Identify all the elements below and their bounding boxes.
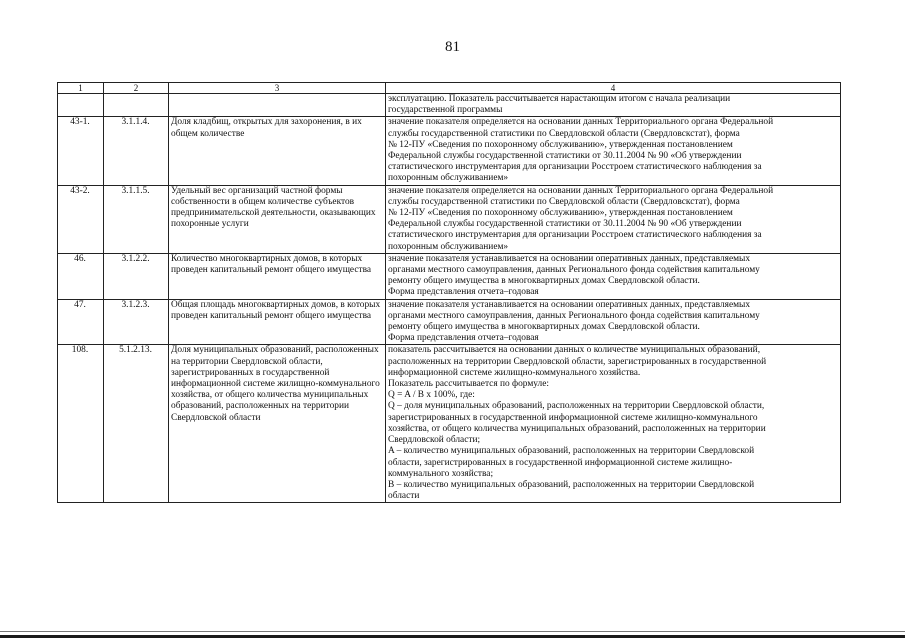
method-text-line: зарегистрированных в государственной информационной системе жилищно-коммунального [388,412,758,423]
calculation-method-cell [386,299,841,345]
method-text-line: Федеральной службы государственной статистики от 30.11.2004 № 90 «Об утверждении [388,219,742,230]
method-text-line: показатель рассчитывается на основании данных о количестве муниципальных образований, [388,345,761,356]
table-row [58,299,841,345]
indicator-name-cell: Общая площадь многоквартирных домов, в которых проведен капитальный ремонт общего имущества [169,299,386,345]
indicator-code-cell: 3.1.1.5. [104,185,169,253]
method-text-line: статистического инструментария для организации Росстроем статистического наблюдения за [388,162,762,173]
method-text-line: похоронным обслуживанием» [388,173,509,184]
table-body [58,94,841,503]
row-number-cell: 43-2. [58,185,104,253]
table-header [58,83,841,94]
indicator-code-cell [104,94,169,117]
indicators-table [57,82,841,503]
method-text-line: службы государственной статистики по Свердловской области (Свердловскстат), форма [388,128,740,139]
method-text-line: государственной программы [388,105,503,116]
method-text-line: A – количество муниципальных образований, расположенных на территории Свердловской [388,446,755,457]
method-text-line: значение показателя устанавливается на основании оперативных данных, представляемых [388,299,751,310]
method-text-line: информационной системе жилищно-коммунального хозяйства. [388,367,641,378]
column-header-2: 2 [104,83,169,94]
indicator-code-cell: 3.1.2.2. [104,253,169,299]
method-text-line: Показатель рассчитывается по формуле: [388,379,549,390]
method-text-line: значение показателя определяется на основании данных Территориального органа Федеральной [388,185,774,196]
calculation-method-cell [386,185,841,253]
scan-edge-line [0,635,905,638]
row-number-cell: 43-1. [58,117,104,185]
row-number-cell: 108. [58,345,104,503]
page-number: 81 [445,39,460,55]
method-text-line: коммунального хозяйства; [388,468,494,479]
method-text-line: области [388,491,420,502]
indicator-code-cell: 3.1.2.3. [104,299,169,345]
indicator-name-cell: Доля муниципальных образований, расположенных на территории Свердловской области, зарегистрированных в государственной информационной системе жилищно-коммунального хозяйства, от общего количества муниципальных образований, расположенных на территории Свердловской области [169,345,386,503]
method-text-line: значение показателя устанавливается на основании оперативных данных, представляемых [388,253,751,264]
indicator-name-cell: Количество многоквартирных домов, в которых проведен капитальный ремонт общего имущества [169,253,386,299]
table-row [58,185,841,253]
method-text-line: органами местного самоуправления, данных Регионального фонда содействия капитальному [388,265,760,276]
column-header-3: 3 [169,83,386,94]
scan-bottom-edge [0,627,905,640]
column-header-1: 1 [58,83,104,94]
method-text-line: органами местного самоуправления, данных Регионального фонда содействия капитальному [388,310,760,321]
calculation-method-cell [386,253,841,299]
method-text-line: Форма представления отчета–годовая [388,287,539,298]
calculation-method-cell [386,345,841,503]
method-text-line: эксплуатацию. Показатель рассчитывается нарастающим итогом с начала реализации [388,94,731,104]
method-text-line: Свердловской области; [388,435,481,446]
column-header-4: 4 [386,83,841,94]
method-text-line: области, зарегистрированных в государственной информационной системе жилищно- [388,457,733,468]
indicator-name-cell: Доля кладбищ, открытых для захоронения, в их общем количестве [169,117,386,185]
method-text-line: Федеральной службы государственной статистики от 30.11.2004 № 90 «Об утверждении [388,151,742,162]
row-number-cell: 47. [58,299,104,345]
method-text-line: хозяйства, от общего количества муниципальных образований, расположенных на территории [388,423,766,434]
table-row [58,117,841,185]
method-text-line: ремонту общего имущества в многоквартирных домах Свердловской области. [388,322,700,333]
scan-edge-line-thin [0,631,905,632]
table-row [58,345,841,503]
indicator-name-cell [169,94,386,117]
row-number-cell: 46. [58,253,104,299]
row-number-cell [58,94,104,117]
method-text-line: № 12-ПУ «Сведения по похоронному обслуживанию», утвержденная постановлением [388,139,733,150]
method-text-line: B – количество муниципальных образований, расположенных на территории Свердловской [388,479,755,490]
method-text-line: Q – доля муниципальных образований, расположенных на территории Свердловской области, [388,401,765,412]
method-text-line: значение показателя определяется на основании данных Территориального органа Федеральной [388,117,774,128]
calculation-method-cell [386,94,841,117]
table-row [58,253,841,299]
table-row [58,94,841,117]
calculation-method-cell [386,117,841,185]
indicator-code-cell: 3.1.1.4. [104,117,169,185]
method-text-line: похоронным обслуживанием» [388,241,509,252]
method-text-line: № 12-ПУ «Сведения по похоронному обслуживанию», утвержденная постановлением [388,208,733,219]
method-text-line: статистического инструментария для организации Росстроем статистического наблюдения за [388,230,762,241]
indicator-code-cell: 5.1.2.13. [104,345,169,503]
method-text-line: Форма представления отчета–годовая [388,333,539,344]
method-text-line: ремонту общего имущества в многоквартирных домах Свердловской области. [388,276,700,287]
indicator-name-cell: Удельный вес организаций частной формы собственности в общем количестве субъектов предпринимательской деятельности, оказывающих похоронные услуги [169,185,386,253]
method-text-line: службы государственной статистики по Свердловской области (Свердловскстат), форма [388,196,740,207]
method-text-line: Q = A / B x 100%, где: [388,390,475,401]
method-text-line: расположенных на территории Свердловской области, зарегистрированных в государственной [388,356,767,367]
